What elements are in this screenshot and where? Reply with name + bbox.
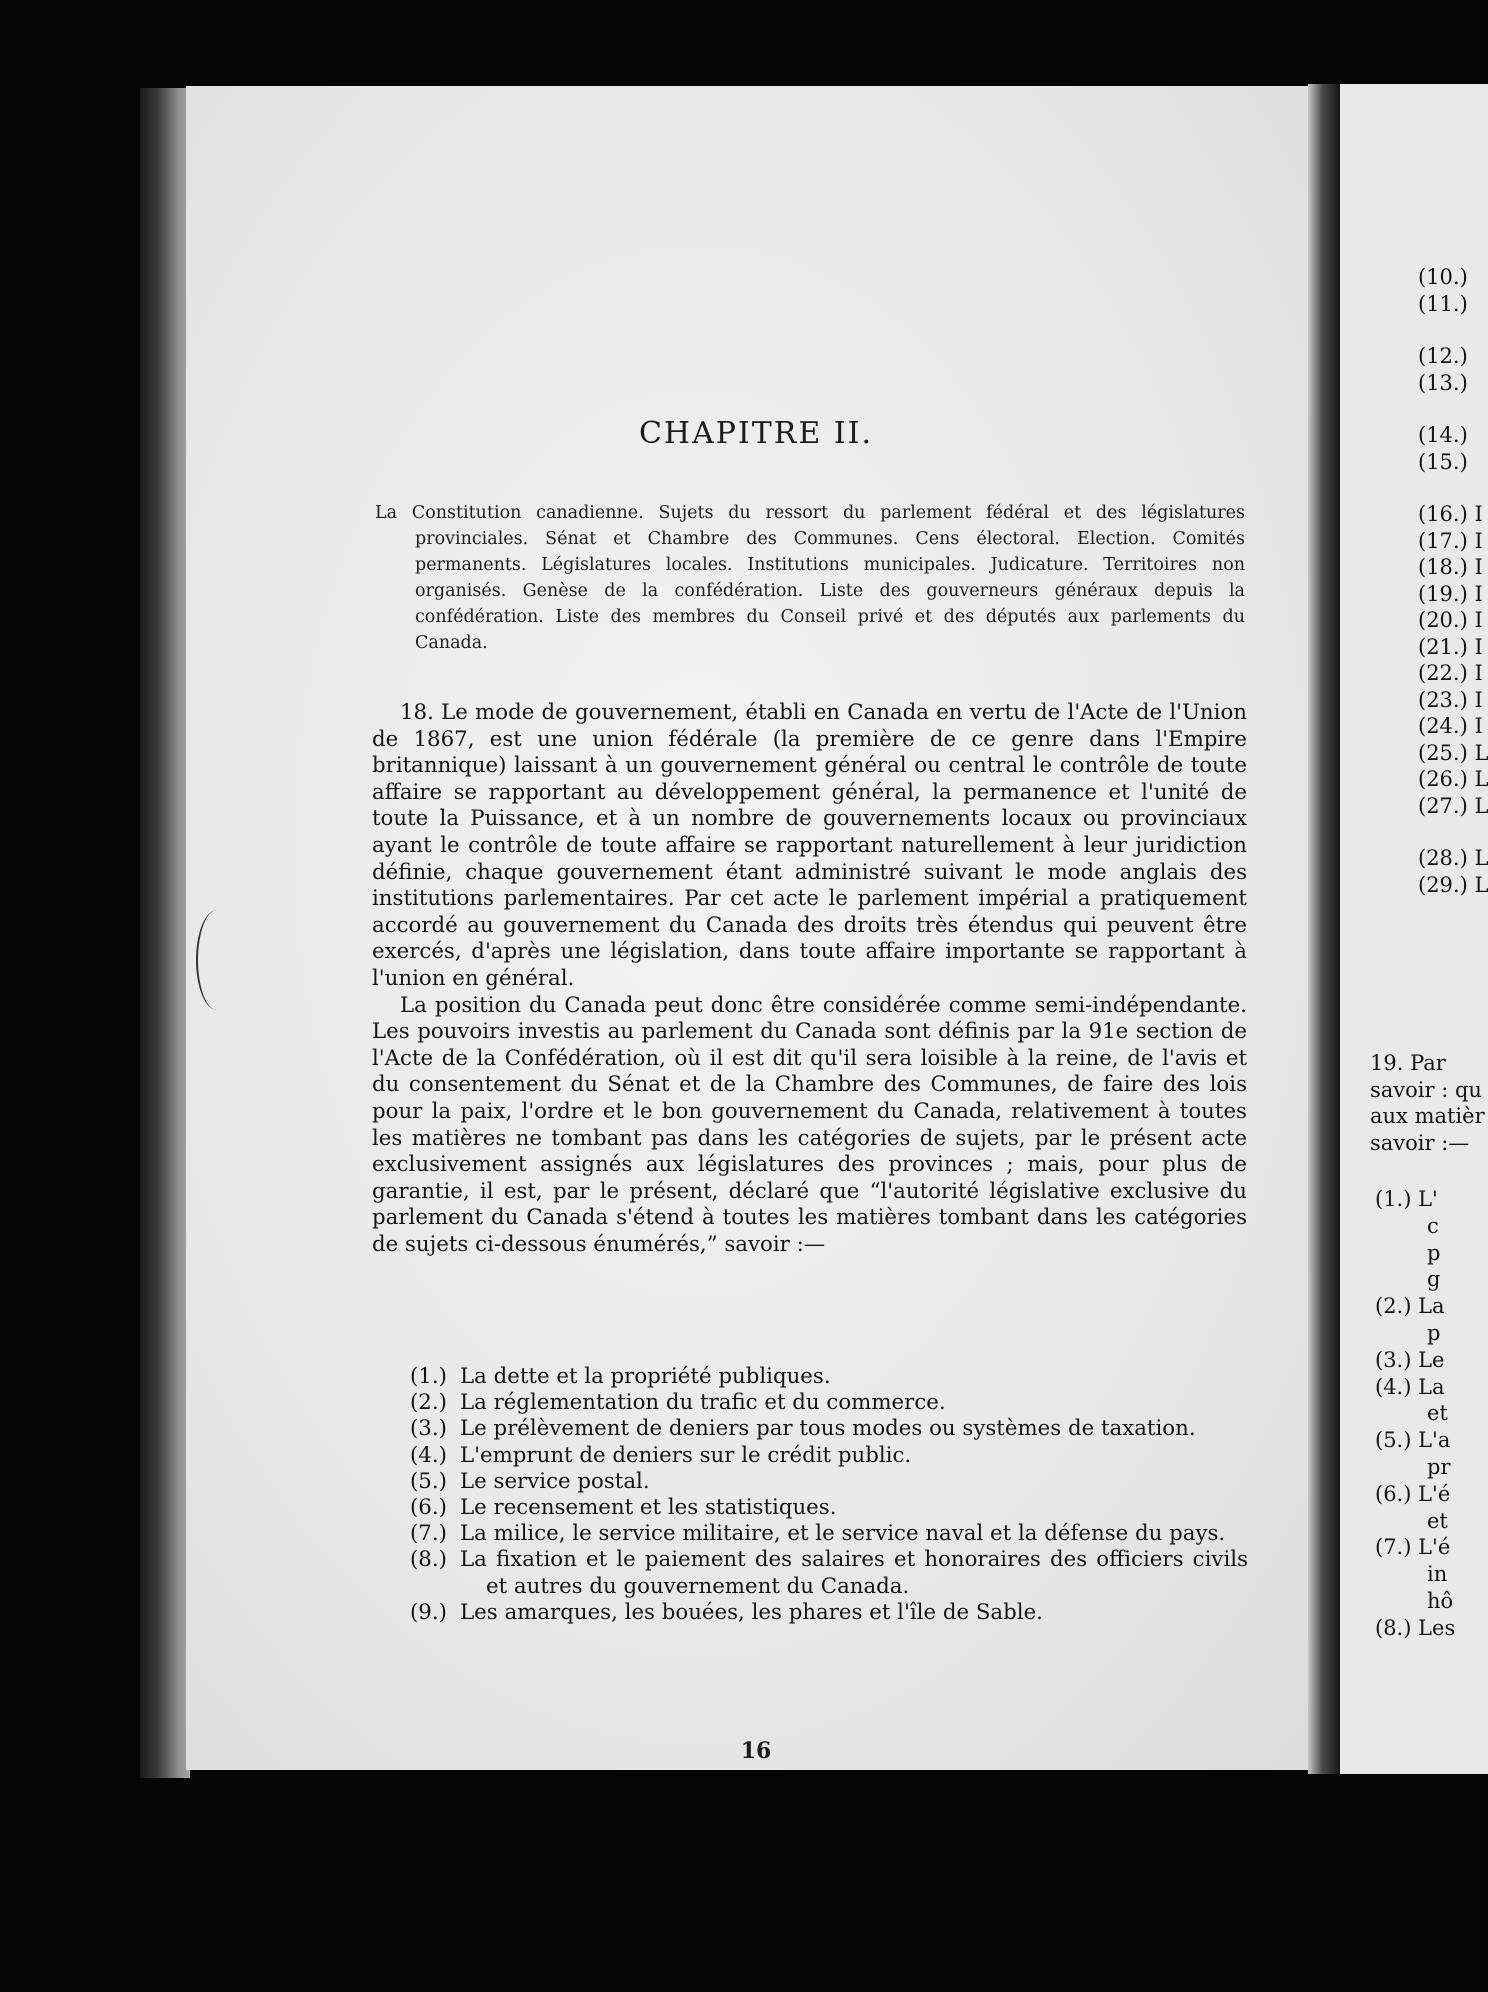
adjacent-number-line: (26.) L bbox=[1418, 767, 1488, 791]
adjacent-number-line: (22.) I bbox=[1418, 661, 1483, 685]
adjacent-number-line bbox=[1418, 475, 1488, 501]
list-item-text: Le prélèvement de deniers par tous modes ou systèmes de taxation. bbox=[460, 1416, 1196, 1442]
list-item-number: (8.) bbox=[410, 1547, 447, 1573]
adjacent-enum-line: hô bbox=[1427, 1588, 1454, 1613]
enumeration-list bbox=[410, 1364, 1248, 1626]
adjacent-enum-line: et bbox=[1427, 1401, 1448, 1426]
list-item-text: L'emprunt de deniers sur le crédit public. bbox=[460, 1442, 912, 1468]
list-item-number: (5.) bbox=[410, 1468, 447, 1494]
page-number: 16 bbox=[740, 1738, 772, 1764]
chapter-summary: La Constitution canadienne. Sujets du ressort du parlement fédéral et des législatures provinciales. Sénat et Chambre des Communes. Cens électoral. Election. Comités permanents. Législatures locales. Institutions municipales. Judicature. Territoires non organisés. Genèse de la confédération. Liste des gouverneurs généraux depuis la confédération. Liste des membres du Conseil privé et des députés aux parlements du Canada. bbox=[375, 503, 1245, 653]
adjacent-number-line: (15.) bbox=[1418, 449, 1468, 474]
adjacent-page-numbers bbox=[1418, 264, 1488, 898]
adjacent-enum-line: (7.) L'é bbox=[1375, 1535, 1451, 1560]
list-item bbox=[410, 1364, 1248, 1390]
adjacent-number-line: (23.) I bbox=[1418, 687, 1483, 712]
list-item bbox=[410, 1469, 1248, 1495]
adjacent-enum-line: p bbox=[1427, 1240, 1441, 1265]
adjacent-number-line bbox=[1418, 819, 1488, 845]
list-item bbox=[410, 1600, 1248, 1626]
adjacent-number-line: (13.) bbox=[1418, 370, 1468, 395]
adjacent-number-line: (24.) I bbox=[1418, 714, 1483, 738]
list-item-number: (9.) bbox=[410, 1599, 447, 1625]
list-item-number: (1.) bbox=[410, 1364, 447, 1389]
adjacent-number-line bbox=[1418, 317, 1488, 343]
adjacent-number-line: (28.) L bbox=[1418, 846, 1488, 870]
adjacent-number-line: (12.) bbox=[1418, 344, 1468, 368]
adjacent-number-line: (10.) bbox=[1418, 265, 1468, 289]
list-item bbox=[410, 1390, 1248, 1416]
adjacent-enum-line: p bbox=[1427, 1320, 1441, 1345]
adjacent-number-line: (14.) bbox=[1418, 423, 1468, 447]
adjacent-enum-line: g bbox=[1427, 1267, 1441, 1292]
adjacent-enum-line: (3.) Le bbox=[1375, 1347, 1445, 1372]
list-item-number: (3.) bbox=[410, 1416, 447, 1442]
list-item bbox=[410, 1443, 1248, 1469]
adjacent-enum-line: c bbox=[1427, 1213, 1439, 1238]
adjacent-enum-line: (6.) L'é bbox=[1375, 1481, 1451, 1506]
adjacent-enum-line: in bbox=[1427, 1562, 1448, 1587]
adjacent-enum-line: (1.) L' bbox=[1375, 1187, 1438, 1211]
list-item-text: La dette et la propriété publiques. bbox=[460, 1364, 831, 1389]
adjacent-number-line: (29.) L bbox=[1418, 872, 1488, 897]
list-item-text: Le recensement et les statistiques. bbox=[460, 1495, 837, 1521]
adjacent-number-line: (27.) L bbox=[1418, 793, 1488, 818]
adjacent-enum-line: (2.) La bbox=[1375, 1294, 1445, 1319]
list-item-text: Le service postal. bbox=[460, 1468, 650, 1494]
adjacent-number-line bbox=[1418, 396, 1488, 422]
adjacent-page-enumeration bbox=[1375, 1186, 1488, 1642]
adjacent-number-line: (25.) L bbox=[1418, 740, 1488, 765]
book-spine-left bbox=[140, 88, 190, 1778]
adjacent-enum-line: pr bbox=[1427, 1454, 1451, 1479]
paragraph-18: 18. Le mode de gouvernement, établi en Canada en vertu de l'Acte de l'Union de 1867, est une union fédérale (la première de ce genre dans l'Empire britannique) laissant à un gouvernement général ou central le contrôle de toute affaire se rapportant au développement général, la permanence et l'unité de toute la Puissance, et à un nombre de gouvernements locaux ou provinciaux ayant le contrôle de toute affaire se rapportant naturellement à leur juridiction définie, chaque gouvernement étant administré suivant le mode anglais des institutions parlementaires. Par cet acte le parlement impérial a pratiquement accordé au gouvernement du Canada des droits très étendus qui peuvent être exercés, d'après une législation, dans toute affaire importante se rapportant à l'union en général. bbox=[372, 700, 1247, 991]
adjacent-number-line: (19.) I bbox=[1418, 581, 1483, 606]
adjacent-number-line: (17.) I bbox=[1418, 528, 1483, 553]
book-gutter bbox=[1308, 84, 1344, 1774]
list-item-number: (6.) bbox=[410, 1495, 447, 1521]
list-item bbox=[410, 1547, 1248, 1599]
list-item bbox=[410, 1495, 1248, 1521]
pencil-bracket-mark bbox=[196, 910, 238, 1010]
list-item-number: (2.) bbox=[410, 1390, 447, 1416]
adjacent-number-line: (16.) I bbox=[1418, 502, 1483, 526]
list-item bbox=[410, 1416, 1248, 1442]
adjacent-number-line: (21.) I bbox=[1418, 634, 1483, 659]
list-item-text: La fixation et le paiement des salaires et honoraires des officiers civils et autres du gouvernement du Canada. bbox=[460, 1547, 1248, 1599]
paragraph-position: La position du Canada peut donc être considérée comme semi-indépendante. Les pouvoirs investis au parlement du Canada sont définis par la 91e section de l'Acte de la Confédération, où il est dit qu'il sera loisible à la reine, de l'avis et du consentement du Sénat et de la Chambre des Communes, de faire des lois pour la paix, l'ordre et le bon gouvernement du Canada, relativement à toutes les matières ne tombant pas dans les catégories de sujets, par le présent acte exclusivement assignés aux législatures des provinces ; mais, pour plus de garantie, il est, par le présent, déclaré que “l'autorité législative exclusive du parlement du Canada s'étend à toutes les matières tombant dans les catégories de sujets ci-dessous énumérés,” savoir :— bbox=[372, 992, 1247, 1257]
adjacent-para-line: savoir :— bbox=[1370, 1130, 1470, 1155]
adjacent-enum-line: et bbox=[1427, 1508, 1448, 1533]
list-item-text: La milice, le service militaire, et le service naval et la défense du pays. bbox=[460, 1521, 1226, 1547]
adjacent-number-line: (11.) bbox=[1418, 291, 1468, 316]
adjacent-para-line: aux matièr bbox=[1370, 1104, 1485, 1128]
list-item-number: (7.) bbox=[410, 1521, 447, 1547]
adjacent-enum-line: (5.) L'a bbox=[1375, 1428, 1451, 1453]
list-item-text: La réglementation du trafic et du commerce. bbox=[460, 1390, 946, 1416]
chapter-title: CHAPITRE II. bbox=[638, 416, 874, 451]
body-text bbox=[372, 700, 1247, 1258]
adjacent-enum-line: (8.) Les bbox=[1375, 1615, 1456, 1640]
adjacent-para-line: savoir : qu bbox=[1370, 1077, 1482, 1102]
list-item-text: Les amarques, les bouées, les phares et l'île de Sable. bbox=[460, 1599, 1043, 1625]
adjacent-number-line: (20.) I bbox=[1418, 608, 1483, 632]
adjacent-enum-line: (4.) La bbox=[1375, 1374, 1445, 1399]
adjacent-page-paragraph bbox=[1370, 1050, 1488, 1156]
adjacent-para-line: 19. Par bbox=[1370, 1051, 1446, 1075]
adjacent-number-line: (18.) I bbox=[1418, 555, 1483, 579]
list-item bbox=[410, 1521, 1248, 1547]
list-item-number: (4.) bbox=[410, 1442, 447, 1468]
